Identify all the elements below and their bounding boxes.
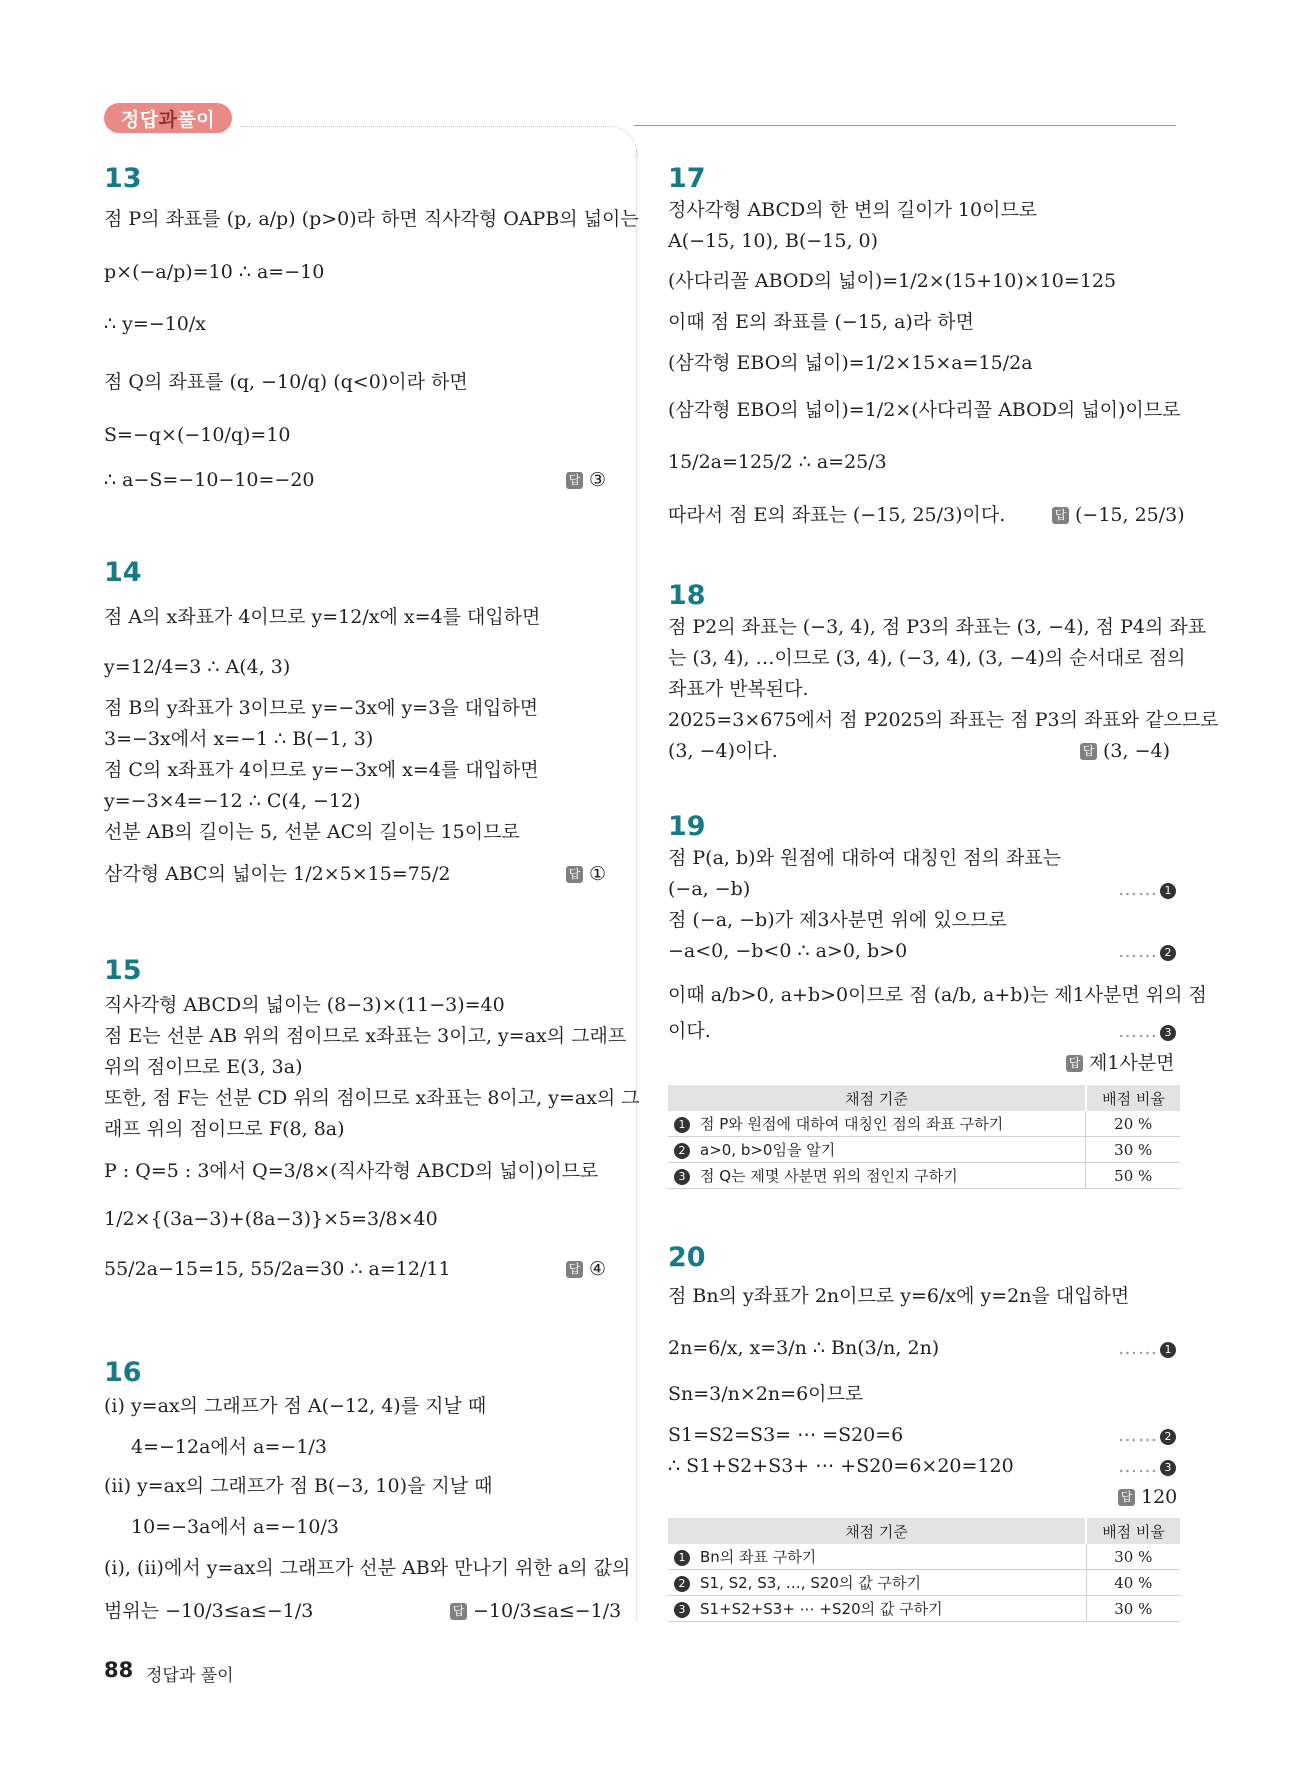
problem-15-answer-value: ④ bbox=[589, 1258, 607, 1280]
problem-20-answer bbox=[1118, 1486, 1177, 1508]
step-3-icon: 3 bbox=[674, 1602, 690, 1618]
step-marker-3: …… 3 bbox=[1118, 1455, 1176, 1477]
problem-17-line-6: (삼각형 EBO의 넓이)=1/2×(사다리꼴 ABOD의 넓이)이므로 bbox=[668, 399, 1181, 421]
problem-15-line-7: 1/2×{(3a−3)+(8a−3)}×5=3/8×40 bbox=[104, 1208, 438, 1230]
problem-15-line-3: 위의 점이므로 E(3, 3a) bbox=[104, 1056, 303, 1078]
section-tag bbox=[104, 103, 232, 133]
problem-13-answer-value: ③ bbox=[589, 469, 607, 491]
problem-20-grading-table bbox=[668, 1518, 1180, 1622]
answer-badge-icon: 답 bbox=[1080, 743, 1097, 760]
answer-badge-icon: 답 bbox=[1066, 1055, 1083, 1072]
problem-19-line-2: (−a, −b) bbox=[668, 878, 751, 900]
step-3-icon: 3 bbox=[1160, 1025, 1176, 1041]
answer-badge-icon: 답 bbox=[1118, 1489, 1135, 1506]
section-tag-part3: 풀이 bbox=[177, 108, 216, 131]
step-3-icon: 3 bbox=[1160, 1460, 1176, 1476]
problem-18-line-4: 2025=3×675에서 점 P2025의 좌표는 점 P3의 좌표와 같으므로 bbox=[668, 709, 1219, 731]
problem-18-line-2: 는 (3, 4), …이므로 (3, 4), (−3, 4), (3, −4)의 순서대로 점의 bbox=[668, 647, 1186, 669]
problem-19-line-6: 이다. bbox=[668, 1020, 711, 1042]
problem-16-line-1: (ⅰ) y=ax의 그래프가 점 A(−12, 4)를 지날 때 bbox=[104, 1395, 487, 1417]
problem-19-number: 19 bbox=[668, 811, 706, 842]
page-number: 88 bbox=[104, 1658, 134, 1682]
problem-13-answer bbox=[566, 469, 606, 491]
problem-16-line-3: (ⅱ) y=ax의 그래프가 점 B(−3, 10)을 지날 때 bbox=[104, 1475, 493, 1497]
problem-20-line-2: 2n=6/x, x=3/n ∴ Bn(3/n, 2n) bbox=[668, 1337, 940, 1359]
step-2-icon: 2 bbox=[674, 1576, 690, 1592]
grading-header-criteria: 채점 기준 bbox=[668, 1085, 1086, 1111]
table-row bbox=[668, 1570, 1180, 1596]
problem-16-line-5: (ⅰ), (ⅱ)에서 y=ax의 그래프가 선분 AB와 만나기 위한 a의 값의 bbox=[104, 1557, 631, 1579]
problem-20-answer-value: 120 bbox=[1141, 1486, 1178, 1508]
footer-label: 정답과 풀이 bbox=[146, 1666, 234, 1686]
grading-ratio: 50 % bbox=[1086, 1163, 1180, 1189]
step-marker-3: …… 3 bbox=[1118, 1020, 1176, 1042]
grading-ratio: 30 % bbox=[1086, 1596, 1180, 1622]
step-1-icon: 1 bbox=[1160, 1342, 1176, 1358]
problem-13-line-6: ∴ a−S=−10−10=−20 bbox=[104, 469, 315, 491]
problem-14-line-5: 점 C의 x좌표가 4이므로 y=−3x에 x=4를 대입하면 bbox=[104, 759, 539, 781]
problem-15-number: 15 bbox=[104, 955, 142, 986]
table-row bbox=[668, 1596, 1180, 1622]
grading-ratio: 40 % bbox=[1086, 1570, 1180, 1596]
table-row bbox=[668, 1163, 1180, 1189]
problem-15-line-1: 직사각형 ABCD의 넓이는 (8−3)×(11−3)=40 bbox=[104, 994, 505, 1016]
problem-19-line-1: 점 P(a, b)와 원점에 대하여 대칭인 점의 좌표는 bbox=[668, 847, 1062, 869]
grading-header-ratio: 배점 비율 bbox=[1086, 1085, 1180, 1111]
header-curve bbox=[605, 126, 638, 155]
problem-17-line-1: 정사각형 ABCD의 한 변의 길이가 10이므로 bbox=[668, 199, 1038, 221]
problem-13-line-4: 점 Q의 좌표를 (q, −10/q) (q<0)이라 하면 bbox=[104, 371, 468, 393]
problem-14-answer bbox=[566, 863, 606, 885]
grading-ratio: 30 % bbox=[1086, 1544, 1180, 1570]
problem-15-line-2: 점 E는 선분 AB 위의 점이므로 x좌표는 3이고, y=ax의 그래프 bbox=[104, 1025, 627, 1047]
problem-13-line-3: ∴ y=−10/x bbox=[104, 313, 206, 335]
step-1-icon: 1 bbox=[1160, 883, 1176, 899]
problem-16-line-2: 4=−12a에서 a=−1/3 bbox=[131, 1436, 327, 1458]
problem-16-answer bbox=[450, 1600, 621, 1622]
problem-14-line-6: y=−3×4=−12 ∴ C(4, −12) bbox=[104, 790, 361, 812]
problem-15-line-5: 래프 위의 점이므로 F(8, 8a) bbox=[104, 1118, 345, 1140]
step-marker-1: …… 1 bbox=[1118, 1337, 1176, 1359]
problem-18-answer bbox=[1080, 740, 1170, 762]
problem-14-line-2: y=12/4=3 ∴ A(4, 3) bbox=[104, 656, 291, 678]
table-row bbox=[668, 1111, 1180, 1137]
problem-13-line-5: S=−q×(−10/q)=10 bbox=[104, 424, 291, 446]
problem-16-answer-value: −10/3≤a≤−1/3 bbox=[473, 1600, 622, 1622]
answer-badge-icon: 답 bbox=[1052, 507, 1069, 524]
grading-criterion: a>0, b>0임을 알기 bbox=[700, 1141, 836, 1159]
problem-17-line-7: 15/2a=125/2 ∴ a=25/3 bbox=[668, 451, 887, 473]
problem-15-line-8: 55/2a−15=15, 55/2a=30 ∴ a=12/11 bbox=[104, 1258, 451, 1280]
problem-17-answer-value: (−15, 25/3) bbox=[1075, 504, 1185, 526]
problem-19-answer-value: 제1사분면 bbox=[1089, 1052, 1175, 1074]
grading-criterion: S1+S2+S3+ ⋯ +S20의 값 구하기 bbox=[700, 1600, 943, 1618]
answer-badge-icon: 답 bbox=[566, 866, 583, 883]
answer-badge-icon: 답 bbox=[566, 1261, 583, 1278]
step-marker-2: …… 2 bbox=[1118, 940, 1176, 962]
problem-18-line-5: (3, −4)이다. bbox=[668, 740, 778, 762]
problem-17-line-5: (삼각형 EBO의 넓이)=1/2×15×a=15/2a bbox=[668, 352, 1033, 374]
step-marker-1: …… 1 bbox=[1118, 878, 1176, 900]
section-tag-part2: 과 bbox=[158, 108, 178, 131]
problem-16-number: 16 bbox=[104, 1357, 142, 1388]
problem-13-line-2: p×(−a/p)=10 ∴ a=−10 bbox=[104, 261, 325, 283]
step-1-icon: 1 bbox=[674, 1550, 690, 1566]
problem-19-line-5: 이때 a/b>0, a+b>0이므로 점 (a/b, a+b)는 제1사분면 위의 점 bbox=[668, 984, 1207, 1006]
problem-14-line-8: 삼각형 ABC의 넓이는 1/2×5×15=75/2 bbox=[104, 863, 451, 885]
problem-20-line-4: S1=S2=S3= ⋯ =S20=6 bbox=[668, 1424, 904, 1446]
problem-14-line-4: 3=−3x에서 x=−1 ∴ B(−1, 3) bbox=[104, 728, 374, 750]
grading-criterion: 점 P와 원점에 대하여 대칭인 점의 좌표 구하기 bbox=[700, 1115, 1004, 1133]
table-row bbox=[668, 1544, 1180, 1570]
grading-ratio: 30 % bbox=[1086, 1137, 1180, 1163]
grading-criterion: Bn의 좌표 구하기 bbox=[700, 1548, 817, 1566]
problem-20-line-1: 점 Bn의 y좌표가 2n이므로 y=6/x에 y=2n을 대입하면 bbox=[668, 1285, 1130, 1307]
problem-19-line-3: 점 (−a, −b)가 제3사분면 위에 있으므로 bbox=[668, 909, 1007, 931]
problem-17-line-4: 이때 점 E의 좌표를 (−15, a)라 하면 bbox=[668, 311, 974, 333]
problem-17-answer bbox=[1052, 504, 1185, 526]
problem-16-line-6: 범위는 −10/3≤a≤−1/3 bbox=[104, 1600, 314, 1622]
problem-14-line-1: 점 A의 x좌표가 4이므로 y=12/x에 x=4를 대입하면 bbox=[104, 606, 541, 628]
problem-13-number: 13 bbox=[104, 163, 142, 194]
problem-14-answer-value: ① bbox=[589, 863, 607, 885]
grading-criterion: S1, S2, S3, …, S20의 값 구하기 bbox=[700, 1574, 921, 1592]
step-2-icon: 2 bbox=[1160, 1429, 1176, 1445]
problem-17-line-2: A(−15, 10), B(−15, 0) bbox=[668, 230, 879, 252]
grading-criterion: 점 Q는 제몇 사분면 위의 점인지 구하기 bbox=[700, 1167, 958, 1185]
problem-14-number: 14 bbox=[104, 557, 142, 588]
problem-13-line-1: 점 P의 좌표를 (p, a/p) (p>0)라 하면 직사각형 OAPB의 넓이는 bbox=[104, 208, 639, 230]
problem-19-line-4: −a<0, −b<0 ∴ a>0, b>0 bbox=[668, 940, 908, 962]
problem-15-answer bbox=[566, 1258, 606, 1280]
problem-18-line-1: 점 P2의 좌표는 (−3, 4), 점 P3의 좌표는 (3, −4), 점 P4의 좌표 bbox=[668, 616, 1207, 638]
answer-badge-icon: 답 bbox=[566, 472, 583, 489]
problem-20-line-5: ∴ S1+S2+S3+ ⋯ +S20=6×20=120 bbox=[668, 1455, 1014, 1477]
step-2-icon: 2 bbox=[674, 1143, 690, 1159]
problem-15-line-4: 또한, 점 F는 선분 CD 위의 점이므로 x좌표는 8이고, y=ax의 그 bbox=[104, 1087, 640, 1109]
table-row bbox=[668, 1137, 1180, 1163]
step-2-icon: 2 bbox=[1160, 945, 1176, 961]
problem-19-grading-table bbox=[668, 1085, 1180, 1189]
problem-14-line-3: 점 B의 y좌표가 3이므로 y=−3x에 y=3을 대입하면 bbox=[104, 697, 539, 719]
grading-header-ratio: 배점 비율 bbox=[1086, 1518, 1180, 1544]
step-3-icon: 3 bbox=[674, 1169, 690, 1185]
problem-18-line-3: 좌표가 반복된다. bbox=[668, 678, 809, 700]
header-solid-rule bbox=[634, 125, 1176, 126]
problem-18-answer-value: (3, −4) bbox=[1103, 740, 1171, 762]
header-dotted-rule bbox=[240, 126, 610, 127]
problem-17-line-3: (사다리꼴 ABOD의 넓이)=1/2×(15+10)×10=125 bbox=[668, 270, 1117, 292]
grading-ratio: 20 % bbox=[1086, 1111, 1180, 1137]
problem-20-line-3: Sn=3/n×2n=6이므로 bbox=[668, 1383, 864, 1405]
section-tag-part1: 정답 bbox=[120, 108, 159, 131]
problem-17-line-8: 따라서 점 E의 좌표는 (−15, 25/3)이다. bbox=[668, 504, 1006, 526]
problem-16-line-4: 10=−3a에서 a=−10/3 bbox=[131, 1516, 340, 1538]
problem-20-number: 20 bbox=[668, 1242, 706, 1273]
problem-14-line-7: 선분 AB의 길이는 5, 선분 AC의 길이는 15이므로 bbox=[104, 821, 520, 843]
problem-15-line-6: P : Q=5 : 3에서 Q=3/8×(직사각형 ABCD의 넓이)이므로 bbox=[104, 1160, 599, 1182]
problem-17-number: 17 bbox=[668, 163, 706, 194]
column-divider bbox=[636, 150, 637, 1620]
answer-badge-icon: 답 bbox=[450, 1603, 467, 1620]
grading-header-criteria: 채점 기준 bbox=[668, 1518, 1086, 1544]
step-1-icon: 1 bbox=[674, 1117, 690, 1133]
problem-18-number: 18 bbox=[668, 580, 706, 611]
problem-19-answer bbox=[1066, 1052, 1175, 1074]
step-marker-2: …… 2 bbox=[1118, 1424, 1176, 1446]
